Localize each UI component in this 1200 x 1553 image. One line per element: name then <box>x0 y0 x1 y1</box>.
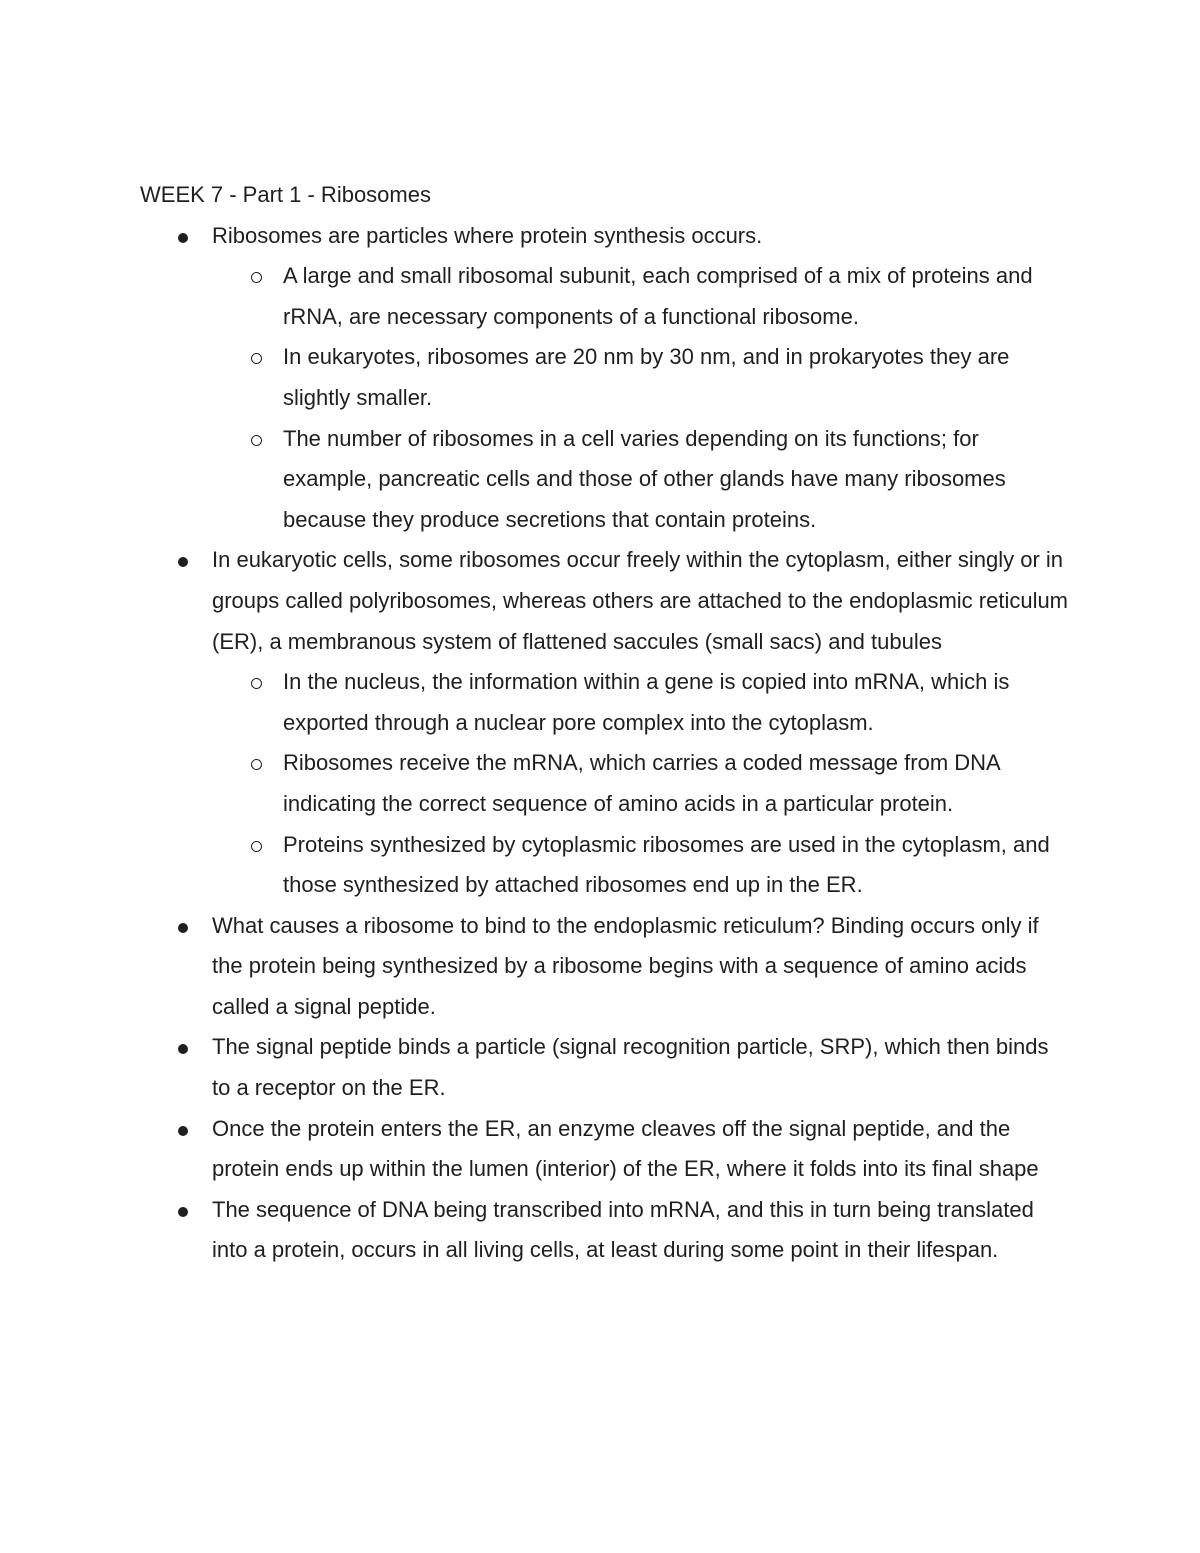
bullet-item <box>140 1109 1070 1190</box>
sub-bullet-item <box>212 256 1070 337</box>
hollow-bullet-icon <box>251 841 262 852</box>
bullet-text: The sequence of DNA being transcribed into mRNA, and this in turn being translated into a protein, occurs in all living cells, at least during some point in their lifespan. <box>212 1196 1034 1263</box>
filled-bullet-icon <box>178 557 188 567</box>
bullet-item <box>140 540 1070 905</box>
bullet-text: What causes a ribosome to bind to the endoplasmic reticulum? Binding occurs only if the protein being synthesized by a ribosome begins with a sequence of amino acids called a signal peptide. <box>212 912 1039 1019</box>
bullet-item <box>140 906 1070 1028</box>
bullet-text: Once the protein enters the ER, an enzyme cleaves off the signal peptide, and the protein ends up within the lumen (interior) of the ER, where it folds into its final shape <box>212 1115 1039 1182</box>
filled-bullet-icon <box>178 1126 188 1136</box>
sub-bullet-text: In the nucleus, the information within a gene is copied into mRNA, which is exported through a nuclear pore complex into the cytoplasm. <box>283 669 1010 735</box>
hollow-bullet-icon <box>251 678 262 689</box>
sub-bullet-item <box>212 662 1070 743</box>
hollow-bullet-icon <box>251 353 262 364</box>
bullet-text: In eukaryotic cells, some ribosomes occur freely within the cytoplasm, either singly or in groups called polyribosomes, whereas others are attached to the endoplasmic reticulum (ER), a membranous system of flattened saccules (small sacs) and tubules <box>212 547 1069 654</box>
document-body <box>140 175 1070 1271</box>
sub-bullet-item <box>212 743 1070 824</box>
sub-bullet-text: Proteins synthesized by cytoplasmic ribosomes are used in the cytoplasm, and those synthesized by attached ribosomes end up in the ER. <box>283 831 1050 898</box>
hollow-bullet-icon <box>251 272 262 283</box>
bullet-text: The signal peptide binds a particle (signal recognition particle, SRP), which then binds to a receptor on the ER. <box>212 1034 1049 1101</box>
filled-bullet-icon <box>178 233 188 243</box>
bullet-text: Ribosomes are particles where protein synthesis occurs. <box>212 222 763 248</box>
hollow-bullet-icon <box>251 759 262 770</box>
bullet-item <box>140 1027 1070 1108</box>
sub-bullet-list <box>212 256 1070 540</box>
sub-bullet-text: Ribosomes receive the mRNA, which carries a coded message from DNA indicating the correct sequence of amino acids in a particular protein. <box>283 750 1000 816</box>
bullet-item <box>140 216 1070 541</box>
sub-bullet-text: In eukaryotes, ribosomes are 20 nm by 30 nm, and in prokaryotes they are slightly smaller. <box>283 344 1010 410</box>
filled-bullet-icon <box>178 1044 188 1054</box>
filled-bullet-icon <box>178 1207 188 1217</box>
sub-bullet-list <box>212 662 1070 906</box>
sub-bullet-item <box>212 337 1070 418</box>
document-title: WEEK 7 - Part 1 - Ribosomes <box>140 182 431 207</box>
sub-bullet-text: The number of ribosomes in a cell varies depending on its functions; for example, pancreatic cells and those of other glands have many ribosomes because they produce secretions that contain proteins. <box>283 425 1006 532</box>
hollow-bullet-icon <box>251 435 262 446</box>
filled-bullet-icon <box>178 923 188 933</box>
bullet-list <box>140 216 1070 1271</box>
bullet-item <box>140 1190 1070 1271</box>
sub-bullet-item <box>212 825 1070 906</box>
sub-bullet-item <box>212 419 1070 541</box>
sub-bullet-text: A large and small ribosomal subunit, each comprised of a mix of proteins and rRNA, are necessary components of a functional ribosome. <box>283 263 1033 329</box>
